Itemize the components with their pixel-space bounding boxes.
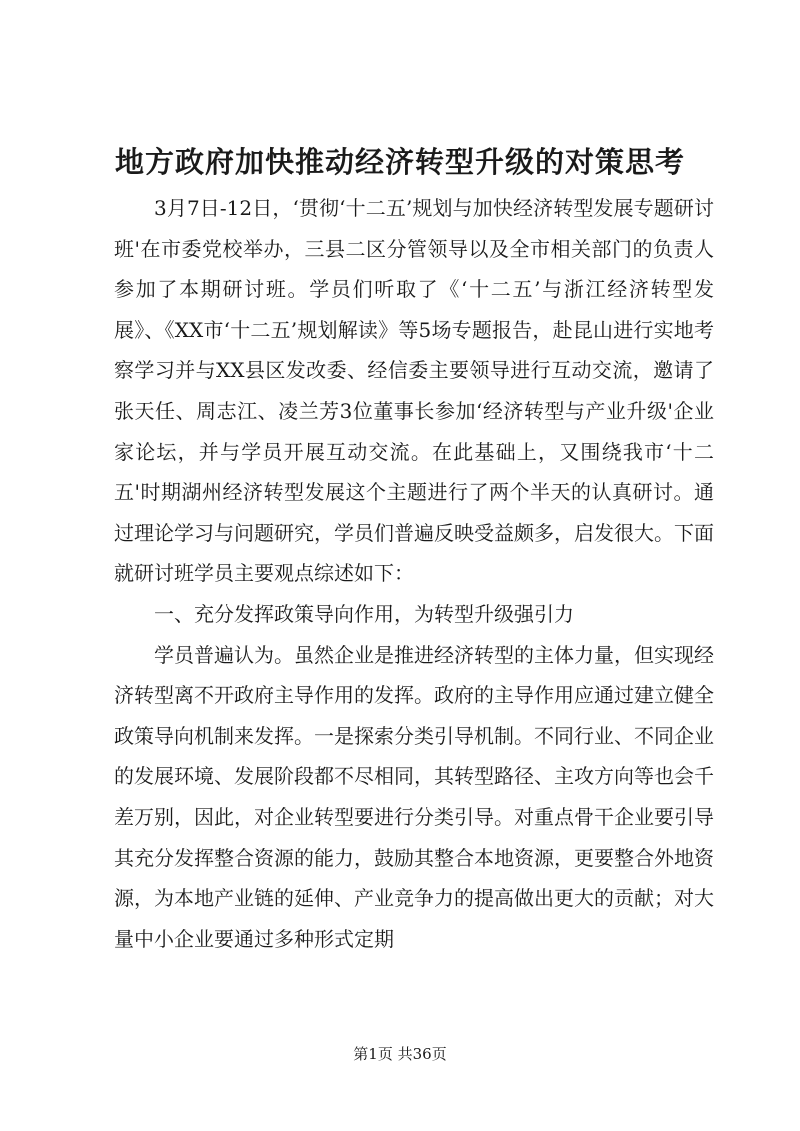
page-footer: 第1页 共36页 <box>353 1045 447 1063</box>
paragraph-intro: 3月7日-12日，‘贯彻‘十二五’规划与加快经济转型发展专题研讨班'在市委党校举办，三县二区分管领导以及全市相关部门的负责人参加了本期研讨班。学员们听取了《‘十二五’与浙江经济转型发展》、《XX市‘十二五’规划解读》等5场专题报告，赴昆山进行实地考察学习并与XX县区发改委、经信委主要领导进行互动交流，邀请了张天任、周志江、凌兰芳3位董事长参加‘经济转型与产业升级'企业家论坛，并与学员开展互动交流。在此基础上，又围绕我市‘十二五'时期湖州经济转型发展这个主题进行了两个半天的认真研讨。通过理论学习与问题研究，学员们普遍反映受益颇多，启发很大。下面就研讨班学员主要观点综述如下： <box>114 196 714 586</box>
document-title: 地方政府加快推动经济转型升级的对策思考 <box>114 145 685 179</box>
paragraph-section-1: 学员普遍认为。虽然企业是推进经济转型的主体力量，但实现经济转型离不开政府主导作用的发挥。政府的主导作用应通过建立健全政策导向机制来发挥。一是探索分类引导机制。不同行业、不同企业的发展环境、发展阶段都不尽相同，其转型路径、主攻方向等也会千差万别，因此，对企业转型要进行分类引导。对重点骨干企业要引导其充分发挥整合资源的能力，鼓励其整合本地资源，更要整合外地资源，为本地产业链的延伸、产业竞争力的提高做出更大的贡献；对大量中小企业要通过多种形式定期 <box>114 642 714 951</box>
section-heading-1: 一、充分发挥政策导向作用，为转型升级强引力 <box>154 601 574 626</box>
document-body <box>114 188 714 959</box>
